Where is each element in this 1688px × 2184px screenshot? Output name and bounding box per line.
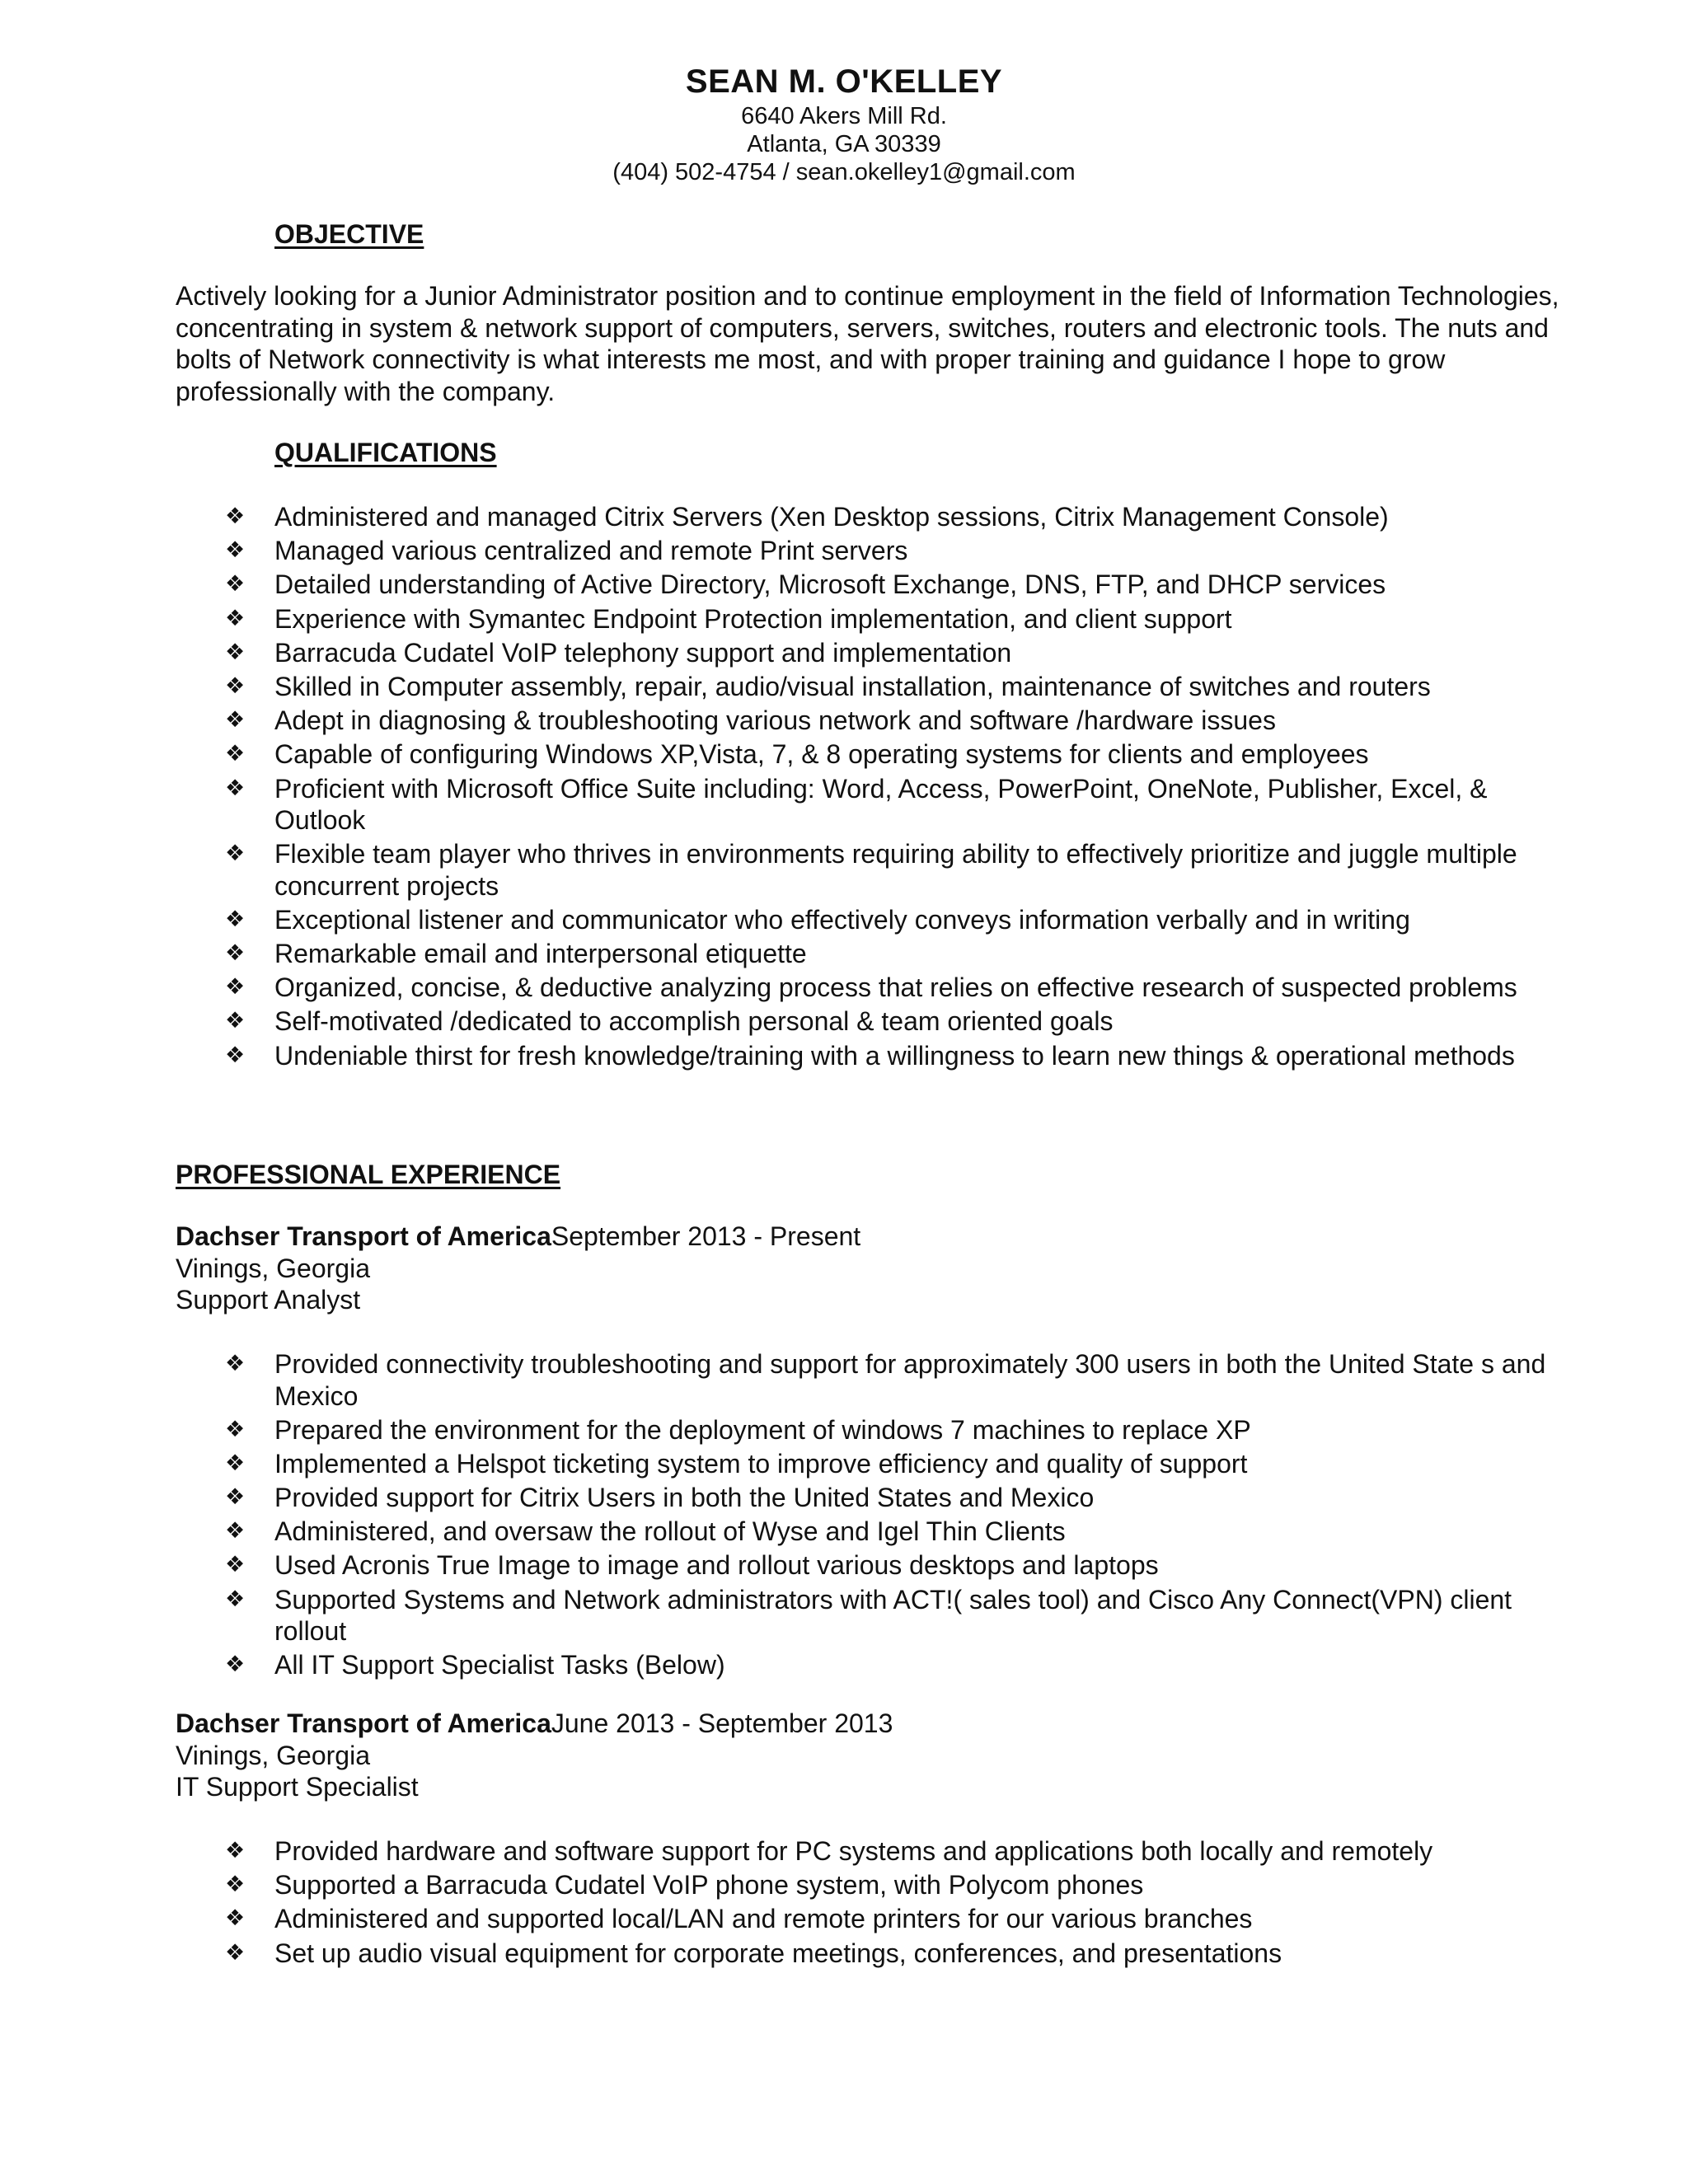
list-item-text: Capable of configuring Windows XP,Vista, 7, & 8 operating systems for clients and employees <box>274 739 1369 770</box>
diamond-bullet-icon: ❖ <box>225 1905 246 1932</box>
list-item <box>0 705 1560 737</box>
list-item <box>0 838 1560 902</box>
city-state-zip: Atlanta, GA 30339 <box>747 131 941 157</box>
job-1-duties <box>0 1348 1688 1684</box>
diamond-bullet-icon: ❖ <box>225 974 246 1001</box>
job-title-line <box>176 1708 893 1740</box>
job-2-duties <box>0 1835 1688 1971</box>
list-item-text: All IT Support Specialist Tasks (Below) <box>274 1650 725 1680</box>
list-item-text: Barracuda Cudatel VoIP telephony support and implementation <box>274 637 1012 668</box>
list-item-text: Organized, concise, & deductive analyzing process that relies on effective research of suspected problems <box>274 972 1517 1003</box>
diamond-bullet-icon: ❖ <box>225 673 246 699</box>
list-item <box>0 738 1560 771</box>
list-item-text: Administered and managed Citrix Servers (Xen Desktop sessions, Citrix Management Console) <box>274 502 1389 532</box>
list-item <box>0 637 1560 669</box>
list-item-text: Detailed understanding of Active Directory, Microsoft Exchange, DNS, FTP, and DHCP services <box>274 569 1386 600</box>
list-item <box>0 1938 1560 1970</box>
diamond-bullet-icon: ❖ <box>225 1872 246 1898</box>
diamond-bullet-icon: ❖ <box>225 1586 246 1612</box>
diamond-bullet-icon: ❖ <box>225 605 246 631</box>
diamond-bullet-icon: ❖ <box>225 1416 246 1442</box>
list-item <box>0 1835 1560 1868</box>
job-title-line <box>176 1221 860 1253</box>
list-item-text: Experience with Symantec Endpoint Protection implementation, and client support <box>274 603 1232 634</box>
list-item-text: Proficient with Microsoft Office Suite including: Word, Access, PowerPoint, OneNote, Publisher, Excel, & Outlook <box>274 773 1488 835</box>
list-item <box>0 671 1560 703</box>
objective-text: Actively looking for a Junior Administrator position and to continue employment in the field of Information Technologies, concentrating in system & network support of computers, servers, switches, routers and electronic tools. The nuts and bolts of Network connectivity is what interests me most, and with proper training and guidance I hope to grow professionally with the company. <box>176 281 1559 406</box>
diamond-bullet-icon: ❖ <box>225 906 246 932</box>
job-location: Vinings, Georgia <box>176 1253 370 1283</box>
diamond-bullet-icon: ❖ <box>225 841 246 867</box>
qualifications-list <box>0 501 1688 1074</box>
list-item <box>0 1869 1560 1901</box>
list-item <box>0 1482 1560 1514</box>
list-item <box>0 1549 1560 1582</box>
street-address: 6640 Akers Mill Rd. <box>741 103 947 129</box>
diamond-bullet-icon: ❖ <box>225 1008 246 1034</box>
job-location: Vinings, Georgia <box>176 1740 370 1770</box>
list-item <box>0 1649 1560 1681</box>
list-item-text: Prepared the environment for the deployment of windows 7 machines to replace XP <box>274 1414 1251 1445</box>
list-item <box>0 1005 1560 1038</box>
job-dates: June 2013 - September 2013 <box>551 1708 893 1738</box>
diamond-bullet-icon: ❖ <box>225 1552 246 1578</box>
resume-header <box>0 61 1688 186</box>
job-entry-1 <box>176 1221 860 1316</box>
diamond-bullet-icon: ❖ <box>225 940 246 967</box>
diamond-bullet-icon: ❖ <box>225 1518 246 1544</box>
diamond-bullet-icon: ❖ <box>225 537 246 564</box>
diamond-bullet-icon: ❖ <box>225 1838 246 1863</box>
diamond-bullet-icon: ❖ <box>225 775 246 801</box>
company-name: Dachser Transport of America <box>176 1221 551 1251</box>
list-item-text: Used Acronis True Image to image and rollout various desktops and laptops <box>274 1550 1159 1581</box>
contact-line: (404) 502-4754 / sean.okelley1@gmail.com <box>612 159 1076 185</box>
list-item-text: Supported Systems and Network administrators with ACT!( sales tool) and Cisco Any Connect(VPN) client rollout <box>274 1584 1512 1647</box>
list-item-text: Remarkable email and interpersonal etiquette <box>274 939 807 969</box>
list-item <box>0 1348 1560 1412</box>
list-item-text: Managed various centralized and remote Print servers <box>274 536 908 566</box>
list-item-text: Implemented a Helspot ticketing system to improve efficiency and quality of support <box>274 1448 1248 1479</box>
diamond-bullet-icon: ❖ <box>225 1351 246 1376</box>
list-item-text: Self-motivated /dedicated to accomplish personal & team oriented goals <box>274 1006 1114 1037</box>
list-item <box>0 1516 1560 1548</box>
list-item-text: Set up audio visual equipment for corporate meetings, conferences, and presentations <box>274 1938 1282 1968</box>
list-item-text: Provided support for Citrix Users in both the United States and Mexico <box>274 1483 1095 1513</box>
diamond-bullet-icon: ❖ <box>225 1484 246 1511</box>
experience-heading: PROFESSIONAL EXPERIENCE <box>176 1160 561 1189</box>
list-item-text: Skilled in Computer assembly, repair, audio/visual installation, maintenance of switches and routers <box>274 671 1431 701</box>
list-item-text: Administered, and oversaw the rollout of Wyse and Igel Thin Clients <box>274 1516 1066 1547</box>
diamond-bullet-icon: ❖ <box>225 504 246 529</box>
list-item <box>0 1414 1560 1446</box>
list-item-text: Exceptional listener and communicator who effectively conveys information verbally and in writing <box>274 904 1410 935</box>
company-name: Dachser Transport of America <box>176 1708 551 1738</box>
list-item-text: Supported a Barracuda Cudatel VoIP phone system, with Polycom phones <box>274 1870 1144 1900</box>
objective-heading: OBJECTIVE <box>274 219 424 249</box>
list-item <box>0 972 1560 1004</box>
job-dates: September 2013 - Present <box>551 1221 861 1251</box>
list-item <box>0 603 1560 635</box>
list-item <box>0 904 1560 936</box>
diamond-bullet-icon: ❖ <box>225 1652 246 1678</box>
job-role: IT Support Specialist <box>176 1772 419 1802</box>
list-item <box>0 773 1560 837</box>
list-item-text: Provided connectivity troubleshooting and support for approximately 300 users in both the United State s and Mexico <box>274 1349 1546 1411</box>
list-item <box>0 1448 1560 1480</box>
list-item <box>0 938 1560 970</box>
list-item-text: Provided hardware and software support for PC systems and applications both locally and remotely <box>274 1836 1433 1866</box>
diamond-bullet-icon: ❖ <box>225 571 246 598</box>
diamond-bullet-icon: ❖ <box>225 1939 246 1966</box>
job-role: Support Analyst <box>176 1285 361 1315</box>
list-item-text: Adept in diagnosing & troubleshooting various network and software /hardware issues <box>274 705 1276 736</box>
list-item-text: Flexible team player who thrives in environments requiring ability to effectively prioritize and juggle multiple concurrent projects <box>274 839 1517 901</box>
qualifications-heading: QUALIFICATIONS <box>274 438 497 467</box>
diamond-bullet-icon: ❖ <box>225 741 246 767</box>
list-item <box>0 1903 1560 1935</box>
list-item <box>0 501 1560 533</box>
list-item-text: Administered and supported local/LAN and remote printers for our various branches <box>274 1904 1253 1934</box>
job-entry-2 <box>176 1708 893 1803</box>
diamond-bullet-icon: ❖ <box>225 639 246 665</box>
diamond-bullet-icon: ❖ <box>225 707 246 733</box>
diamond-bullet-icon: ❖ <box>225 1042 246 1068</box>
diamond-bullet-icon: ❖ <box>225 1450 246 1476</box>
list-item-text: Undeniable thirst for fresh knowledge/training with a willingness to learn new things & operational methods <box>274 1040 1515 1071</box>
list-item <box>0 1584 1560 1647</box>
list-item <box>0 1040 1560 1072</box>
list-item <box>0 569 1560 601</box>
list-item <box>0 535 1560 567</box>
candidate-name: SEAN M. O'KELLEY <box>685 63 1003 100</box>
